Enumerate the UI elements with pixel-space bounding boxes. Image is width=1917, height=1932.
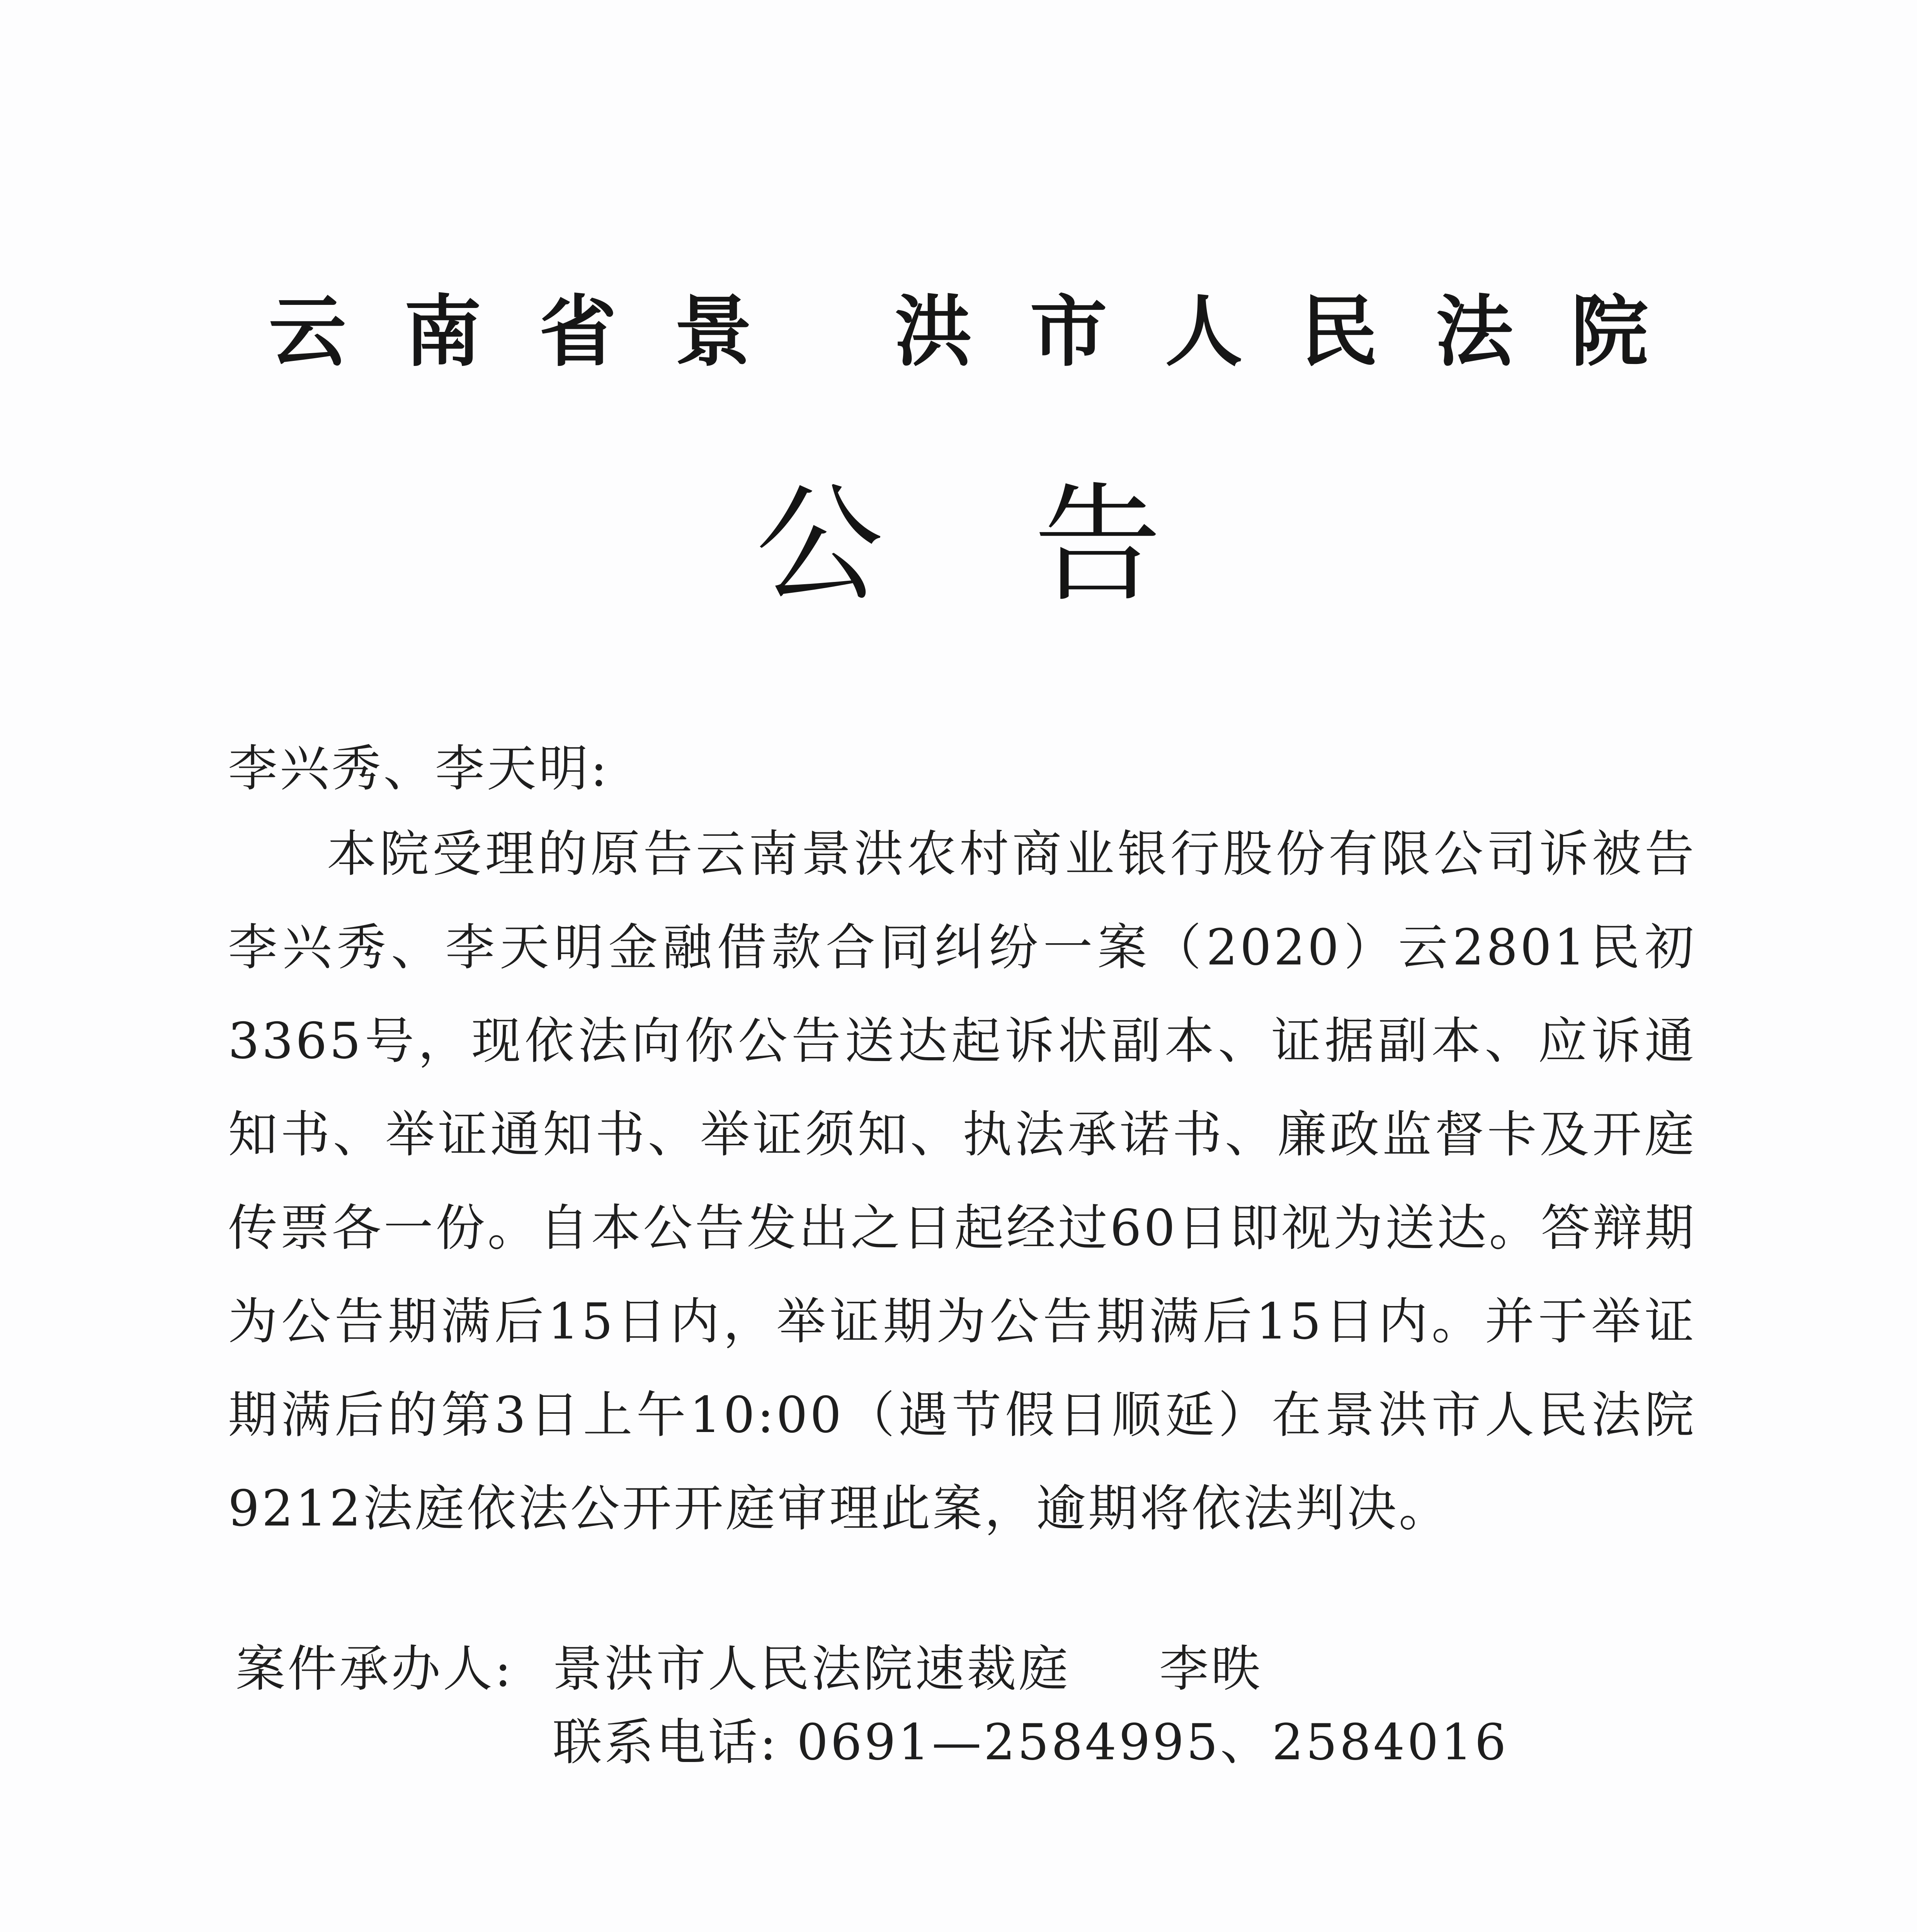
contact-phone-numbers: 0691—2584995、2584016 (796, 1714, 1509, 1771)
notice-body: 本院受理的原告云南景洪农村商业银行股份有限公司诉被告李兴秀、李天明金融借款合同纠纷一案（2020）云2801民初3365号，现依法向你公告送达起诉状副本、证据副本、应诉通知书、举证通知书、举证须知、执法承诺书、廉政监督卡及开庭传票各一份。自本公告发出之日起经过60日即视为送达。答辩期为公告期满后15日内，举证期为公告期满后15日内。并于举证期满后的第3日上午10:00（遇节假日顺延）在景洪市人民法院9212法庭依法公开开庭审理此案，逾期将依法判决。 (228, 825, 1696, 1537)
addressee: 李兴秀、李天明: (228, 740, 610, 798)
case-handler (236, 1634, 1263, 1704)
case-handler-name: 李昳 (1159, 1640, 1263, 1698)
case-handler-label: 案件承办人: (236, 1640, 514, 1698)
contact-phone (553, 1708, 1509, 1777)
document-title: 公告 (755, 471, 1312, 619)
court-name-heading: 云南省景 洪市人民法院 (269, 287, 1706, 377)
contact-phone-label: 联系电话: (553, 1714, 779, 1771)
case-handler-department: 景洪市人民法院速裁庭 (553, 1640, 1071, 1698)
